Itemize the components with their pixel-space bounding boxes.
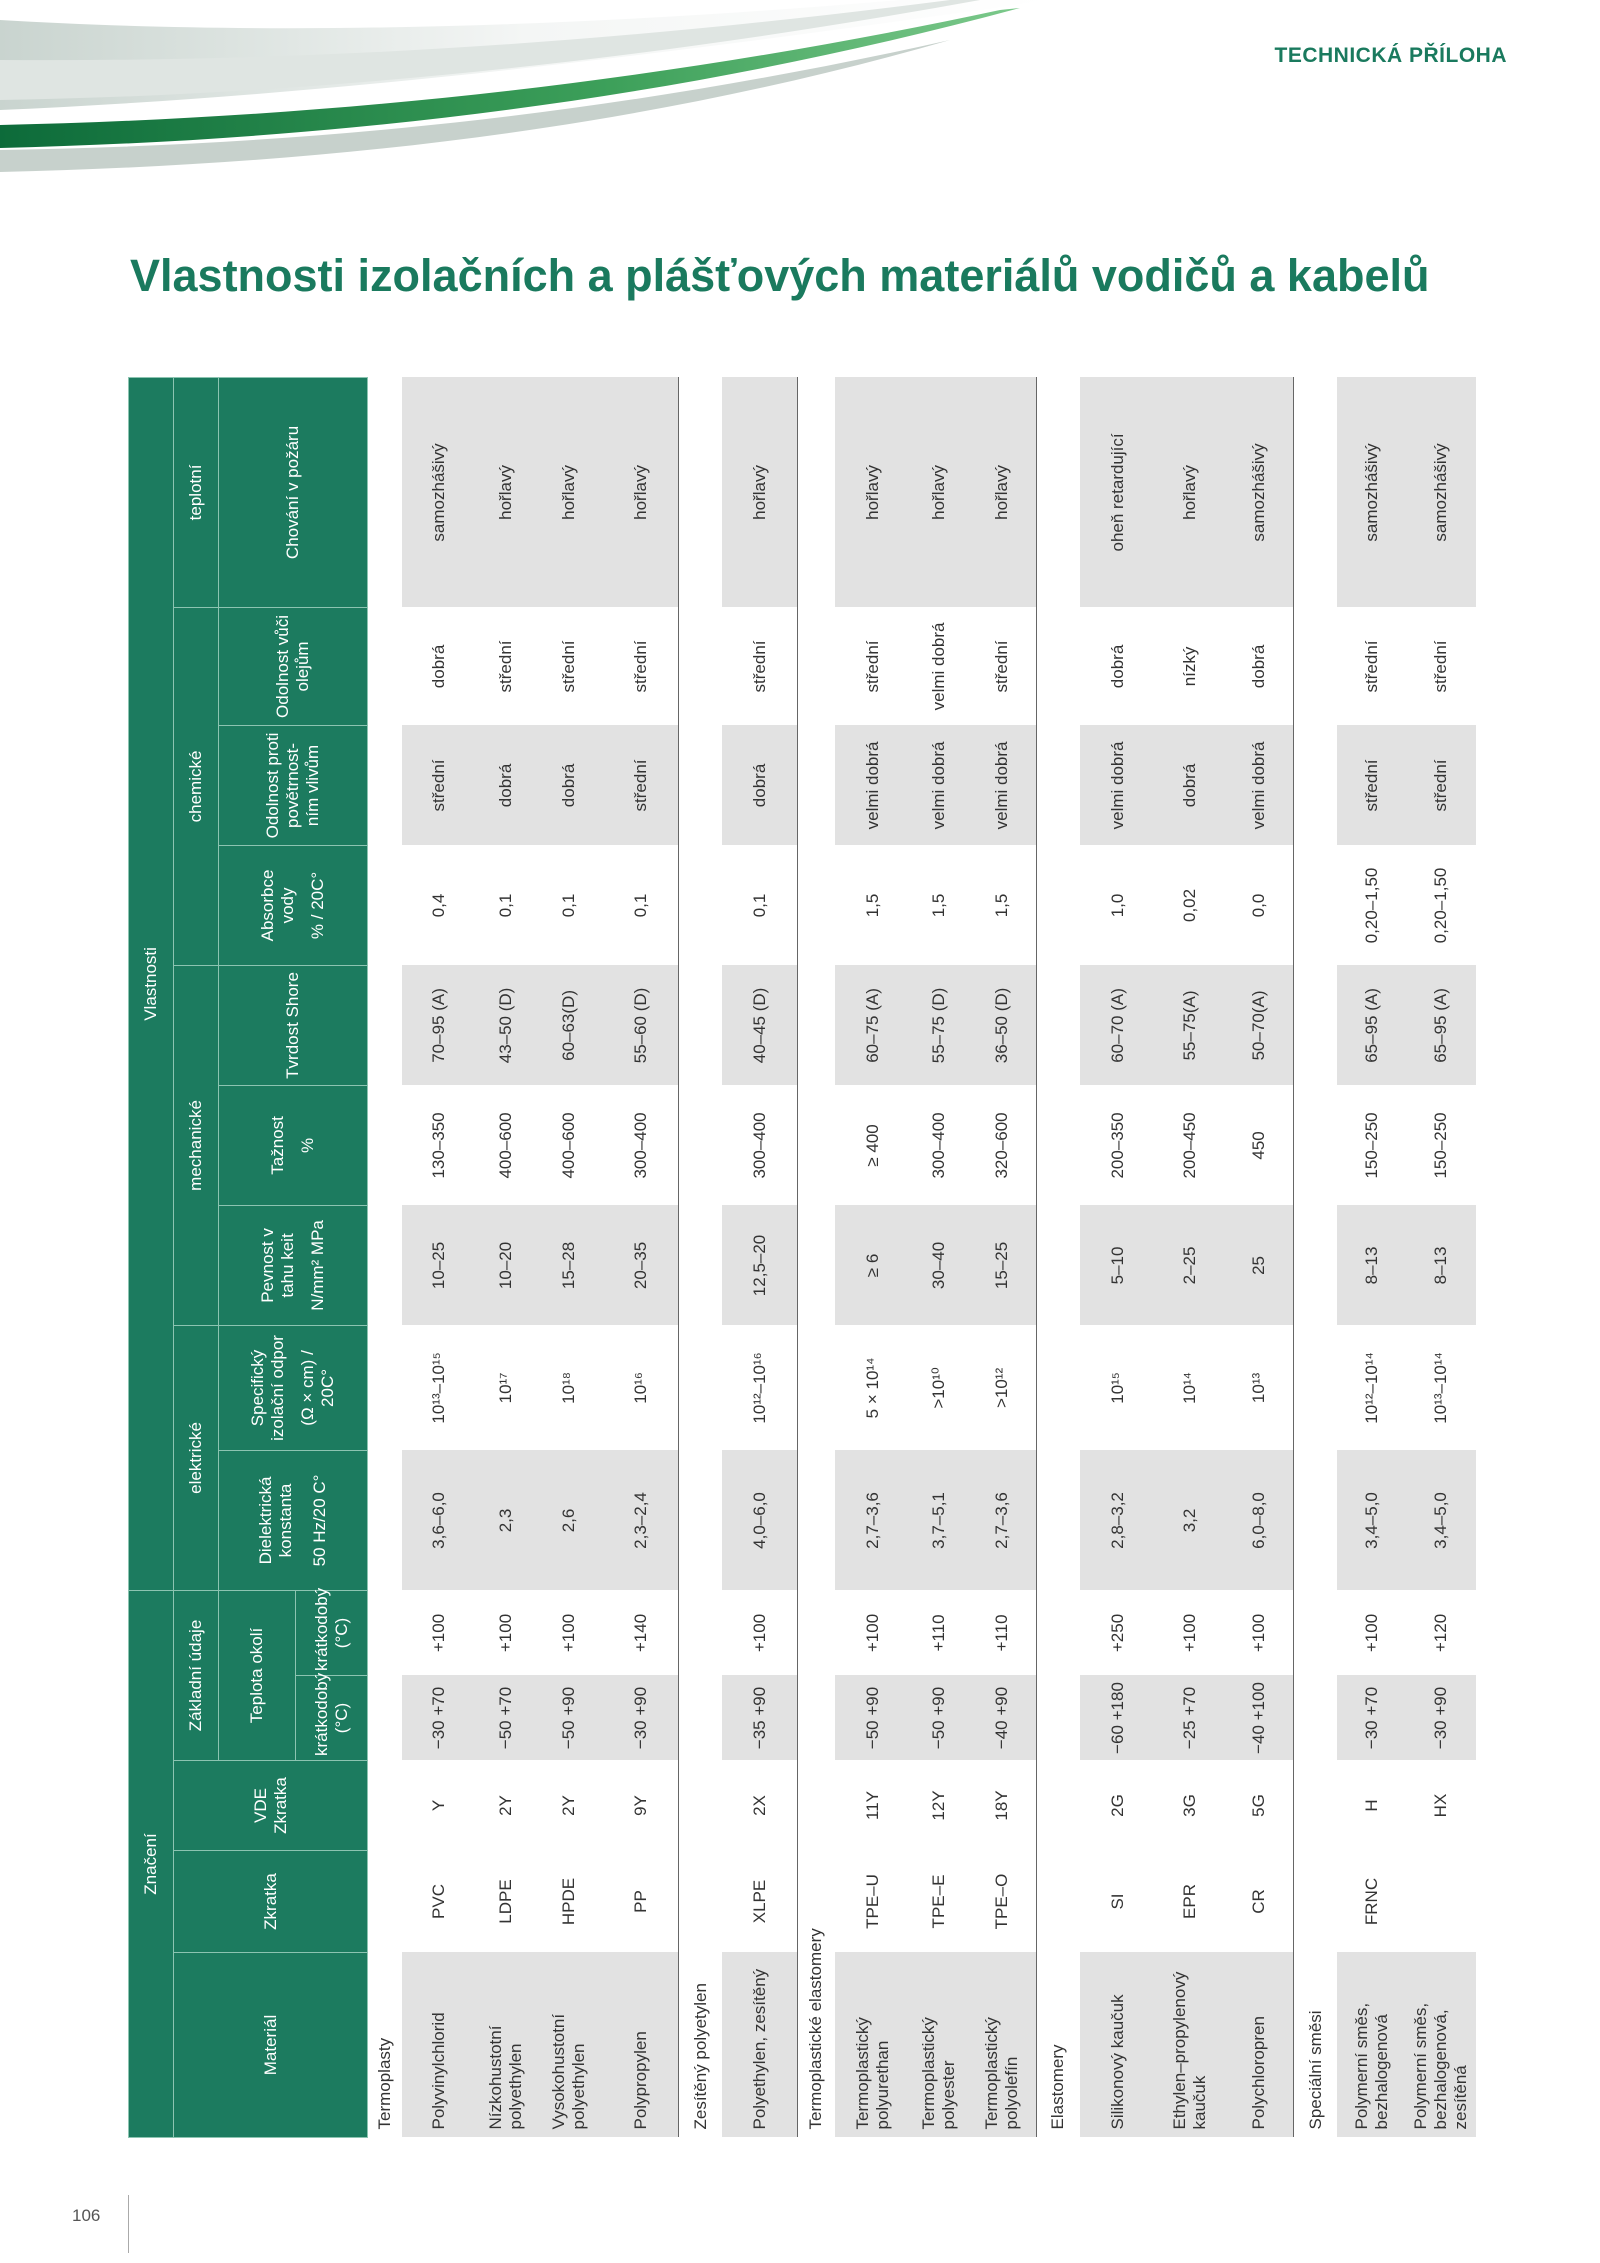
header-elongation-unit: % (298, 1137, 317, 1154)
cell-temp-a: −60 +180 (1080, 1676, 1155, 1761)
cell-elongation: 400–600 (558, 1112, 578, 1179)
cell-material: Nízkohustotní polyethylen (477, 1953, 534, 2138)
cell-water: 0,20–1,50 (1362, 867, 1381, 944)
cell-fire: samozhášivý (1225, 377, 1294, 607)
cell-weather: dobrá (534, 725, 603, 845)
table-row (1337, 377, 1406, 2137)
cell-weather: dobrá (477, 725, 534, 845)
cell-abbr: XLPE (749, 1879, 769, 1924)
cell-fire: hořlavý (1155, 377, 1224, 607)
cell-tensile: 8–13 (1337, 1205, 1406, 1325)
header-short-term-1: krátkodobý (°C) (296, 1676, 368, 1761)
cell-oil: střední (749, 640, 769, 693)
cell-temp-b: +250 (1107, 1613, 1127, 1653)
cell-fire: hořlavý (477, 377, 534, 607)
table-row (722, 377, 797, 2137)
section-title: TECHNICKÁ PŘÍLOHA (1274, 44, 1507, 67)
cell-resistivity: >10¹² (991, 1367, 1011, 1409)
cell-vde: 3G (1180, 1794, 1200, 1817)
cell-weather: střední (1337, 725, 1406, 845)
category-row (679, 377, 722, 2137)
cell-temp-a: −30 +70 (402, 1676, 477, 1761)
cell-oil: velmi dobrá (928, 622, 948, 711)
cell-temp-b: +120 (1431, 1613, 1451, 1653)
cell-resistivity: 10¹²–10¹⁶ (749, 1352, 769, 1424)
cell-abbr: LDPE (495, 1879, 515, 1924)
cell-weather: dobrá (722, 725, 797, 845)
cell-hardness: 60–75 (A) (835, 965, 910, 1085)
category-row (798, 377, 835, 2137)
cell-dielectric: 3,4–5,0 (1337, 1450, 1406, 1590)
cell-material: Termoplastický polyurethan (835, 1953, 910, 2138)
cell-vde: 12Y (928, 1790, 948, 1821)
header-elongation (219, 1085, 368, 1205)
cell-hardness: 50–70(A) (1225, 965, 1294, 1085)
cell-resistivity: >10¹⁰ (928, 1367, 948, 1409)
cell-oil: střední (862, 640, 882, 693)
cell-oil: střední (1431, 640, 1451, 693)
cell-abbr: PVC (429, 1884, 449, 1919)
cell-temp-a: −40 +100 (1225, 1676, 1294, 1761)
cell-tensile: 12,5–20 (722, 1205, 797, 1325)
cell-elongation: 300–400 (749, 1112, 769, 1179)
header-marking: Značení (129, 1590, 174, 2137)
cell-material: Polyethylen, zesítěný (722, 1953, 797, 2138)
cell-temp-a: −30 +70 (1337, 1676, 1406, 1761)
category-row (1294, 377, 1337, 2137)
cell-dielectric: 2,8–3,2 (1080, 1450, 1155, 1590)
cell-material: Polymerní směs, bezhalogenová, zesítěná (1407, 1953, 1476, 2138)
cell-vde: 2Y (558, 1795, 578, 1816)
header-vde-abbr: VDE Zkratka (174, 1761, 368, 1851)
header-properties: Vlastnosti (129, 377, 174, 1590)
cell-abbr: TPE–U (862, 1874, 882, 1929)
cell-temp-b: +100 (429, 1613, 449, 1653)
header-fire: Chování v požáru (219, 377, 368, 607)
cell-fire: samozhášivý (1407, 377, 1476, 607)
header-basic: Základní údaje (174, 1590, 219, 1760)
table-row (1155, 377, 1224, 2137)
cell-elongation: 150–250 (1431, 1112, 1451, 1179)
cell-vde: H (1362, 1799, 1381, 1812)
category-label: Elastomery (1036, 377, 1079, 2137)
cell-fire: hořlavý (534, 377, 603, 607)
cell-weather: velmi dobrá (1080, 725, 1155, 845)
table-row (1225, 377, 1294, 2137)
cell-elongation: 400–600 (495, 1112, 515, 1179)
cell-fire: hořlavý (722, 377, 797, 607)
cell-tensile: 25 (1225, 1205, 1294, 1325)
cell-hardness: 55–75(A) (1155, 965, 1224, 1085)
header-tensile-label: Pevnost v tahu keit (258, 1228, 297, 1303)
cell-tensile: 5–10 (1080, 1205, 1155, 1325)
cell-material: Silikonový kaučuk (1080, 1953, 1155, 2138)
cell-fire: oheň retardující (1080, 377, 1155, 607)
cell-oil: dobrá (1107, 644, 1127, 689)
cell-vde: 2X (749, 1795, 769, 1816)
cell-elongation: 200–350 (1107, 1112, 1127, 1179)
cell-dielectric: 2,7–3,6 (835, 1450, 910, 1590)
cell-temp-a: −25 +70 (1155, 1676, 1224, 1761)
table-row (402, 377, 477, 2137)
header-dielectric-label: Dielektrická konstanta (256, 1476, 295, 1565)
cell-tensile: 20–35 (603, 1205, 678, 1325)
cell-temp-a: −50 +90 (910, 1676, 967, 1761)
cell-water: 1,5 (991, 893, 1011, 918)
cell-water: 0,02 (1180, 888, 1200, 922)
cell-temp-b: +110 (991, 1614, 1011, 1652)
cell-dielectric: 6,0–8,0 (1225, 1450, 1294, 1590)
cell-tensile: 30–40 (910, 1205, 967, 1325)
cell-dielectric: 4,0–6,0 (722, 1450, 797, 1590)
cell-hardness: 65–95 (A) (1407, 965, 1476, 1085)
cell-dielectric: 3,2 (1155, 1450, 1224, 1590)
cell-weather: dobrá (1155, 725, 1224, 845)
cell-material: Polychloropren (1225, 1953, 1294, 2138)
cell-resistivity: 10¹⁵ (1107, 1372, 1127, 1404)
cell-temp-b: +100 (749, 1613, 769, 1653)
cell-water: 1,5 (928, 893, 948, 918)
cell-vde: HX (1431, 1793, 1451, 1818)
header-water-unit: % / 20C° (308, 871, 327, 940)
cell-abbr: EPR (1180, 1884, 1200, 1919)
cell-abbr (1407, 1851, 1476, 1953)
page-title: Vlastnosti izolačních a plášťových materiálů vodičů a kabelů (130, 250, 1430, 301)
cell-oil: střední (1362, 640, 1381, 693)
cell-vde: 11Y (862, 1791, 882, 1820)
header-oil: Odolnost vůči olejům (219, 607, 368, 725)
cell-temp-b: +100 (862, 1613, 882, 1653)
cell-resistivity: 5 × 10¹⁴ (862, 1357, 882, 1419)
cell-elongation: 130–350 (429, 1112, 449, 1179)
cell-elongation: 450 (1249, 1131, 1269, 1160)
cell-water: 1,5 (862, 893, 882, 918)
cell-water: 0,4 (429, 893, 449, 918)
cell-oil: nízký (1180, 646, 1200, 687)
cell-elongation: 200–450 (1180, 1112, 1200, 1179)
cell-hardness: 36–50 (D) (967, 965, 1036, 1085)
cell-temp-b: +100 (495, 1613, 515, 1653)
cell-resistivity: 10¹⁷ (495, 1372, 515, 1404)
cell-dielectric: 2,3 (477, 1450, 534, 1590)
cell-temp-b: +100 (558, 1613, 578, 1653)
cell-dielectric: 2,6 (534, 1450, 603, 1590)
cell-material: Termoplastický polyester (910, 1953, 967, 2138)
cell-oil: střední (495, 640, 515, 693)
cell-resistivity: 10¹²–10¹⁴ (1362, 1352, 1381, 1424)
cell-vde: 18Y (991, 1790, 1011, 1821)
cell-resistivity: 10¹³–10¹⁵ (429, 1352, 449, 1424)
cell-hardness: 55–60 (D) (603, 965, 678, 1085)
cell-temp-b: +110 (928, 1614, 948, 1652)
header-water (219, 845, 368, 965)
cell-weather: střední (1407, 725, 1476, 845)
header-dielectric (219, 1450, 368, 1590)
table-row (967, 377, 1036, 2137)
cell-temp-a: −50 +70 (477, 1676, 534, 1761)
cell-elongation: 150–250 (1362, 1112, 1381, 1179)
cell-abbr: TPE–O (991, 1873, 1011, 1930)
cell-material: Polyvinylchlorid (402, 1953, 477, 2138)
cell-dielectric: 2,7–3,6 (967, 1450, 1036, 1590)
cell-hardness: 70–95 (A) (402, 965, 477, 1085)
cell-oil: dobrá (1249, 644, 1269, 689)
cell-weather: velmi dobrá (910, 725, 967, 845)
cell-fire: hořlavý (603, 377, 678, 607)
category-label: Termoplasty (368, 377, 402, 2137)
cell-abbr: PP (630, 1890, 650, 1913)
cell-water: 0,1 (630, 893, 650, 918)
cell-material: Polypropylen (603, 1953, 678, 2138)
header-hardness: Tvrdost Shore (219, 965, 368, 1085)
category-label: Termoplastické elastomery (798, 377, 835, 2137)
cell-tensile: 10–25 (402, 1205, 477, 1325)
header-electrical: elektrické (174, 1325, 219, 1590)
page-number: 106 (72, 2206, 101, 2225)
cell-abbr: CR (1249, 1889, 1269, 1914)
table-row (477, 377, 534, 2137)
table-row (603, 377, 678, 2137)
cell-temp-a: −30 +90 (1407, 1676, 1476, 1761)
header-mechanical: mechanické (174, 965, 219, 1325)
header-chemical: chemické (174, 607, 219, 965)
cell-resistivity: 10¹⁶ (630, 1372, 650, 1404)
category-label: Zesítěný polyetylen (679, 377, 722, 2137)
properties-table (128, 377, 1476, 2138)
cell-hardness: 43–50 (D) (477, 965, 534, 1085)
category-label: Speciální směsi (1294, 377, 1337, 2137)
cell-temp-a: −50 +90 (835, 1676, 910, 1761)
cell-resistivity: 10¹⁴ (1180, 1372, 1200, 1404)
cell-temp-b: +100 (1362, 1613, 1381, 1653)
cell-hardness: 60–63(D) (534, 965, 603, 1085)
cell-dielectric: 3,6–6,0 (402, 1450, 477, 1590)
header-tensile-unit: N/mm² MPa (308, 1220, 327, 1311)
table-row (1080, 377, 1155, 2137)
table-row (1407, 377, 1476, 2137)
cell-fire: samozhášivý (1337, 377, 1406, 607)
cell-tensile: 8–13 (1407, 1205, 1476, 1325)
cell-elongation: ≥ 400 (862, 1124, 882, 1167)
cell-tensile: 15–25 (967, 1205, 1036, 1325)
cell-water: 0,0 (1249, 893, 1269, 918)
cell-weather: velmi dobrá (835, 725, 910, 845)
cell-abbr: SI (1107, 1893, 1127, 1910)
cell-resistivity: 10¹³ (1249, 1372, 1269, 1404)
cell-temp-a: −50 +90 (534, 1676, 603, 1761)
cell-vde: 2Y (495, 1795, 515, 1816)
cell-oil: střední (630, 640, 650, 693)
cell-material: Polymerní směs, bezhalogenová (1337, 1953, 1406, 2138)
cell-resistivity: 10¹³–10¹⁴ (1431, 1352, 1451, 1424)
table-row (534, 377, 603, 2137)
cell-water: 0,20–1,50 (1431, 867, 1451, 944)
table-row (910, 377, 967, 2137)
header-resistivity-label: Specifický izolační odpor (248, 1335, 287, 1441)
cell-vde: 5G (1249, 1794, 1269, 1817)
cell-abbr: TPE–E (928, 1874, 948, 1929)
header-ambient-temp: Teplota okolí (219, 1590, 296, 1760)
cell-hardness: 60–70 (A) (1080, 965, 1155, 1085)
header-water-label: Absorbce vody (258, 869, 297, 942)
page-number-rule (128, 2195, 129, 2253)
cell-water: 1,0 (1107, 893, 1127, 918)
cell-weather: střední (402, 725, 477, 845)
cell-hardness: 55–75 (D) (910, 965, 967, 1085)
cell-dielectric: 2,3–2,4 (603, 1450, 678, 1590)
table-row (835, 377, 910, 2137)
cell-temp-a: −35 +90 (722, 1676, 797, 1761)
header-resistivity (219, 1325, 368, 1450)
category-row (1036, 377, 1079, 2137)
cell-water: 0,1 (495, 893, 515, 918)
cell-temp-b: +140 (630, 1613, 650, 1653)
header-dielectric-unit: 50 Hz/20 C° (310, 1474, 329, 1567)
cell-oil: střední (558, 640, 578, 693)
cell-tensile: ≥ 6 (835, 1205, 910, 1325)
header-short-term-2: krátkodobý (°C) (296, 1590, 368, 1675)
cell-abbr: FRNC (1362, 1877, 1381, 1926)
header-weather: Odolnost proti povětrnost-ním vlivům (219, 725, 368, 845)
cell-weather: velmi dobrá (1225, 725, 1294, 845)
cell-temp-b: +100 (1249, 1613, 1269, 1653)
cell-hardness: 40–45 (D) (722, 965, 797, 1085)
header-thermal: teplotní (174, 377, 219, 607)
cell-vde: 9Y (630, 1795, 650, 1816)
cell-vde: 2G (1107, 1794, 1127, 1817)
cell-temp-a: −30 +90 (603, 1676, 678, 1761)
cell-tensile: 15–28 (534, 1205, 603, 1325)
cell-fire: samozhášivý (402, 377, 477, 607)
cell-weather: střední (603, 725, 678, 845)
cable-banner-image (0, 0, 1050, 210)
cell-elongation: 320–600 (991, 1112, 1011, 1179)
cell-abbr: HPDE (558, 1877, 578, 1926)
cell-fire: hořlavý (967, 377, 1036, 607)
cell-temp-a: −40 +90 (967, 1676, 1036, 1761)
cell-water: 0,1 (558, 893, 578, 918)
cell-tensile: 2–25 (1155, 1205, 1224, 1325)
cell-material: Vysokohustotní polyethylen (534, 1953, 603, 2138)
cell-material: Ethylen–propylenový kaučuk (1155, 1953, 1224, 2138)
cell-dielectric: 3,4–5,0 (1407, 1450, 1476, 1590)
cell-oil: střední (991, 640, 1011, 693)
header-elongation-label: Tažnost (268, 1116, 287, 1175)
cell-vde: Y (429, 1799, 449, 1812)
header-resistivity-unit: (Ω × cm) / 20C° (298, 1350, 337, 1426)
table-body (368, 377, 1477, 2137)
cell-hardness: 65–95 (A) (1337, 965, 1406, 1085)
header-material: Materiál (174, 1953, 368, 2138)
category-row (368, 377, 402, 2137)
cell-material: Termoplastický polyolefín (967, 1953, 1036, 2138)
cell-elongation: 300–400 (928, 1112, 948, 1179)
cell-tensile: 10–20 (477, 1205, 534, 1325)
cell-dielectric: 3,7–5,1 (910, 1450, 967, 1590)
cell-fire: hořlavý (910, 377, 967, 607)
header-tensile (219, 1205, 368, 1325)
cell-elongation: 300–400 (630, 1112, 650, 1179)
cell-water: 0,1 (749, 893, 769, 918)
properties-table-area (128, 378, 1476, 2138)
cell-weather: velmi dobrá (967, 725, 1036, 845)
cell-resistivity: 10¹⁸ (558, 1372, 578, 1404)
header-abbr: Zkratka (174, 1851, 368, 1953)
cell-fire: hořlavý (835, 377, 910, 607)
cell-oil: dobrá (429, 644, 449, 689)
cell-temp-b: +100 (1180, 1613, 1200, 1653)
